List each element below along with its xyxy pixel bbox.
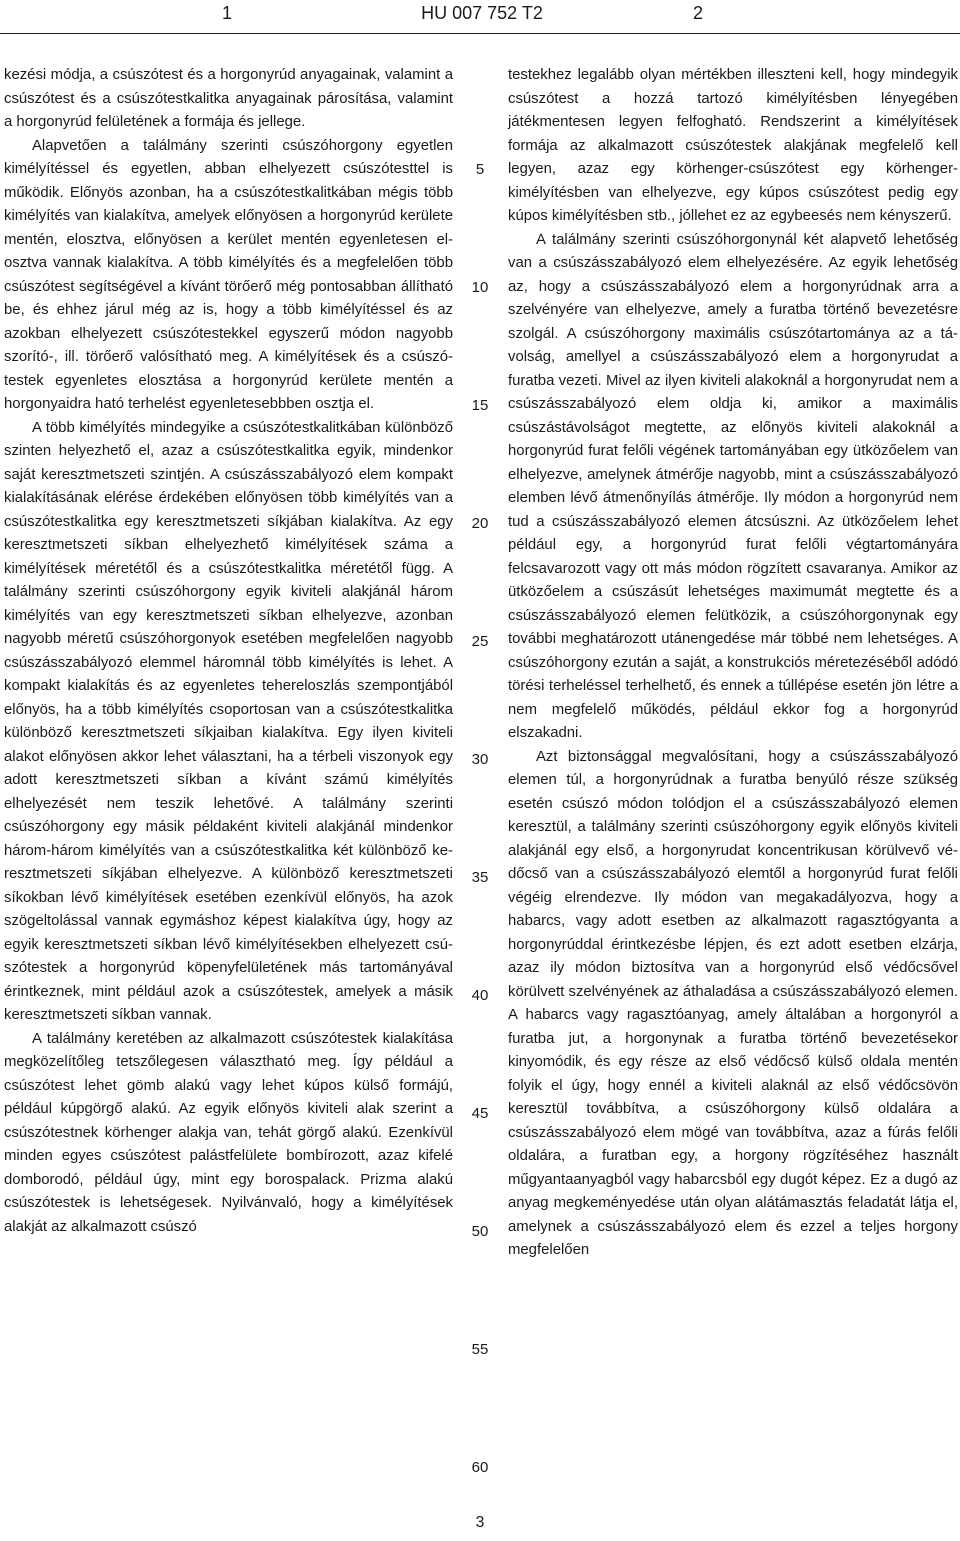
paragraph: A találmány szerinti csúszóhorgonynál két alapvető lehetőség van a csúszásszabályozó elem elhelyezésére. Az egyik lehetőség az, hogy a csúszásszabályozó elem a horgonyrúdnak arra a szelvényére van elhelyezve, amely a furatba történő bevezetésre szolgál. A csúszóhorgony maximális csúszótartománya az a távolság, amellyel a csúszásszabályozó elem a horgonyrudat a furatba vezeti. Mivel az ilyen kiviteli alakoknál a horgonyrudat nem a csúszásszabályozó elem oldja ki, amikor a maximális csúszástávolságot megtette, az előnyös kiviteli alakoknál a horgonyrúd furat felőli végének tartományában egy ütközőelem van elhelyezve, amelynek átmérője nagyobb, mint a csúszásszabályozó elemben lévő átmenőnyílás átmérője. Ily módon a horgonyrúd nem tud a csúszásszabályozó elemen átcsúszni. Az ütközőelem lehet például egy, a horgonyrúd furat felőli végtartományára felcsavarozott vagy ott más módon rögzített csavaranya. Amikor az ütközőelem a csúszásút lehetséges maximumát megtette és a csúszásszabályozó elemen felütközik, a csúszóhorgonynak egy további meghatározott utánengedése már többé nem lehetséges. A csúszóhorgony ezután a saját, a konstrukciós méretezéséből adódó törési terheléssel terhelhető, és ennek a túllépése esetén jön létre a nem megfelelő működés, például ekkor fog a horgonyrúd elszakadni.	[508, 231, 958, 741]
paragraph: testekhez legalább olyan mértékben illeszteni kell, hogy mindegyik csúszótest a hozzá tartozó kimélyítésben lényegében játékmentesen legyen felfogható. Rendszerint a kimélyítések formája az alkalmazott csúszótestek alakjának megfelelő kell legyen, azaz egy körhenger-csúszótest egy körhenger-kimélyítésben van elhelyezve, egy kúpos csúszótest pedig egy kúpos kimélyítésben stb., jóllehet ez az egybeesés nem kényszerű.	[508, 67, 958, 224]
paragraph: Alapvetően a találmány szerinti csúszóhorgony egyetlen kimélyítéssel és egyetlen, abban elhelyezett csúszótesttel is működik. Előnyös azonban, ha a csúszótestkalitkában mégis több kimélyítés van kialakítva, amelyek előnyösen a horgonyrúd kerülete mentén, elosztva, előnyösen a kerület mentén egyenletesen elosztva vannak kialakítva. A több kimélyítés és a megfelelően több csúszótest segítségével a kívánt törőerő még pontosabban állítható be, és ehhez járul még az is, hogy a több kimélyítéssel és az azokban elhelyezett csúszótestekkel egyszerű módon nagyobb szorító-, ill. törőerő valósítható meg. A kimélyítések és a csúszótestek egyenletes elosztása a horgonyrúd kerülete mentén a horgonyaidra ható terhelést egyenletesebbben osztja el.	[4, 137, 453, 412]
patent-number: HU 007 752 T2	[421, 3, 543, 23]
line-number: 55	[471, 1341, 489, 1358]
page-footer-number: 3	[475, 1514, 485, 1531]
line-number: 25	[471, 633, 489, 650]
line-number: 30	[471, 751, 489, 768]
line-number: 45	[471, 1105, 489, 1122]
header-rule	[0, 33, 960, 34]
paragraph: kezési módja, a csúszótest és a horgonyrúd anyagainak, valamint a csúszótest és a csúszótestkalitka anyagainak párosítása, valamint a horgonyrúd felületének a formája és jellege.	[4, 67, 453, 130]
paragraph: Azt biztonsággal megvalósítani, hogy a csúszásszabályozó elemen túl, a horgonyrúdnak a furatba benyúló része szükség esetén csúszó módon tolódjon el a csúszásszabályozó elemen keresztül, a találmány szerinti csúszóhorgony egyik előnyös kiviteli alakjánál egy első, a horgonyrudat koncentrikusan körülvevő védőcső van a csúszásszabályozó elemtől a horgonyrúd furat felőli végéig elrendezve. Ily módon van megakadályozva, hogy a habarcs, vagy adott esetben az alkalmazott ragasztógyanta a horgonyrúddal érintkezésbe lépjen, és ezt adott esetben elzárja, azaz ily módon biztosítva van a horgonyrúd első védőcsővel körülvett szelvényének az áthaladása a csúszásszabályozó elemen. A habarcs vagy ragasztóanyag, amely általában a horgonyról a furatba jut, a horgonynak a furatba történő bevezetésekor kinyomódik, és egy része az első védőcső külső oldala mentén folyik el úgy, hogy ennél a kiviteli alaknál az első védőcsövön keresztül továbbítva, a csúszóhorgony külső oldalára a csúszásszabályozó elem mögé van továbbítva, azaz a fúrás felőli oldalára, a furatban egy, a horgony rögzítéséhez használt műgyantaanyagból vagy habarcsból egy dugót képez. Ez a dugó az anyag megkeményedése után olyan alátámasztás feladatát látja el, amelynek a csúszásszabályozó elem és ezzel a teljes horgony megfelelően	[508, 748, 958, 1258]
line-number: 35	[471, 869, 489, 886]
left-column	[4, 64, 453, 1239]
right-column	[508, 64, 958, 1263]
line-number: 15	[471, 397, 489, 414]
right-page-number: 2	[693, 3, 704, 23]
line-number: 60	[471, 1459, 489, 1476]
line-number: 5	[475, 161, 485, 178]
line-number: 20	[471, 515, 489, 532]
line-number: 10	[471, 279, 489, 296]
line-number: 40	[471, 987, 489, 1004]
paragraph: A több kimélyítés mindegyike a csúszótestkalitkában különböző szinten helyezhető el, azaz a csúszótestkalitka egyik, mindenkor saját keresztmetszeti szintjén. A csúszásszabályozó elem kompakt kialakításának elérése érdekében előnyösen több kimélyítés van a csúszótestkalitka egy keresztmetszeti síkjában kialakítva. Az egy keresztmetszeti síkban elhelyezhető kimélyítések száma a kimélyítések méretétől és a csúszótestkalitka méretétől függ. A találmány szerinti csúszóhorgony egyik kiviteli alakjánál három kimélyítés van egy keresztmetszeti síkban elhelyezve, azonban nagyobb méretű csúszóhorgonyok esetében megfelelően nagyobb csúszásszabályozó elemmel háromnál több kimélyítés is lehet. A kompakt kialakítás és az egyenletes tehereloszlás szempontjából előnyös, ha a több kimélyítés csoportosan van a csúszótestkalitka különböző keresztmetszeti síkjaiban kialakítva. Egy ilyen kiviteli alakot előnyösen akkor lehet választani, ha a térbeli viszonyok egy adott keresztmetszeti síkban a kívánt számú kimélyítés elhelyezését nem teszik lehetővé. A találmány szerinti csúszóhorgony egy másik példaként kiviteli alakjánál mindenkor három-három kimélyítés van a csúszótestkalitka két különböző keresztmetszeti síkjában elhelyezve. A különböző keresztmetszeti síkokban lévő kimélyítések esetében ezenkívül előnyös, ha azok szögeltolással vannak egymáshoz képest kialakítva úgy, hogy az egyik keresztmetszeti síkban lévő kimélyítésekben elhelyezett csúszótestek a horgonyrúd köpenyfelületének más tartományával érintkeznek, mint például azok a csúszótestek, amelyek a másik keresztmetszeti síkban vannak.	[4, 419, 453, 1023]
line-number: 50	[471, 1223, 489, 1240]
paragraph: A találmány keretében az alkalmazott csúszótestek kialakítása megközelítőleg tetszőlegesen választható meg. Így például a csúszótest lehet gömb alakú vagy lehet kúpos külső formájú, például kúpgörgő alakú. Az egyik előnyös kiviteli alak szerint a csúszótestnek körhenger alakja van, tehát görgő alakú. Ezenkívül minden egyes csúszótest palástfelülete bombírozott, azaz kifelé domborodó, például úgy, mint egy borospalack. Prizma alakú csúszótestek is lehetségesek. Nyilvánvaló, hogy a kimélyítések alakját az alkalmazott csúszó	[4, 1030, 453, 1235]
left-page-number: 1	[222, 3, 233, 23]
